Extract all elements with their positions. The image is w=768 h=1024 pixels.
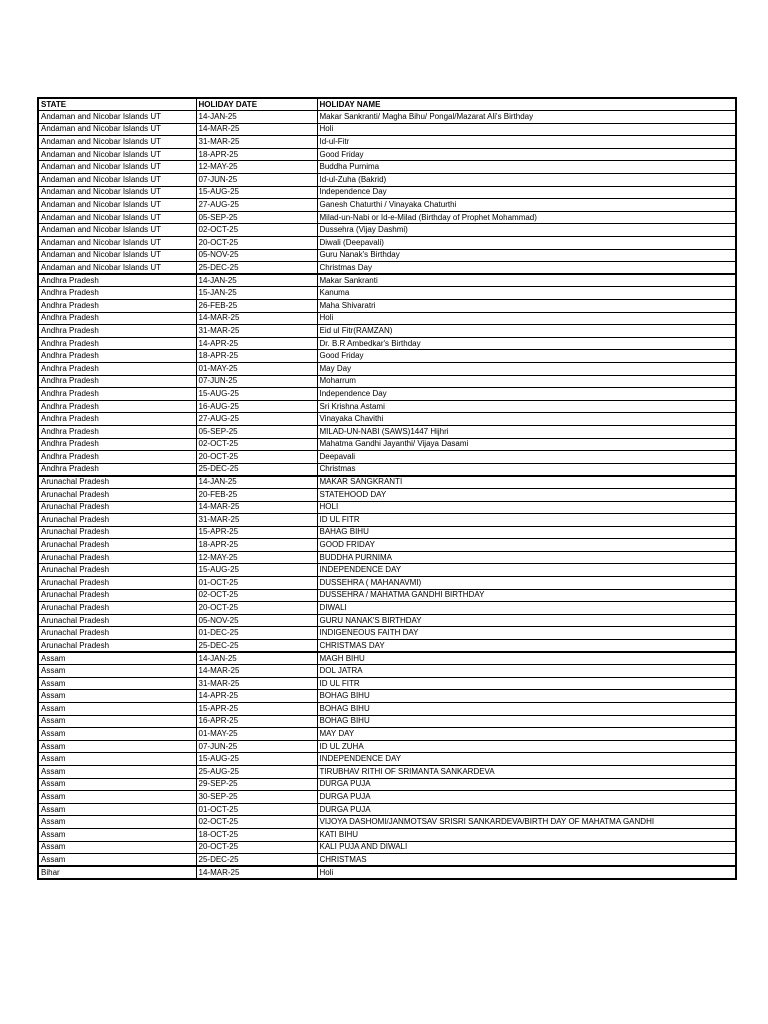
holiday-name-cell: DIWALI bbox=[317, 602, 736, 615]
table-row bbox=[38, 148, 736, 161]
table-row bbox=[38, 262, 736, 275]
holiday-name-cell: Id-ul-Zuha (Bakrid) bbox=[317, 174, 736, 187]
holiday-date-cell: 18-OCT-25 bbox=[196, 828, 317, 841]
table-row bbox=[38, 488, 736, 501]
state-cell: Andhra Pradesh bbox=[38, 400, 196, 413]
holiday-date-cell: 25-DEC-25 bbox=[196, 640, 317, 653]
table-row bbox=[38, 803, 736, 816]
holiday-date-cell: 14-APR-25 bbox=[196, 690, 317, 703]
state-cell: Andaman and Nicobar Islands UT bbox=[38, 224, 196, 237]
state-cell: Arunachal Pradesh bbox=[38, 627, 196, 640]
holiday-date-cell: 14-MAR-25 bbox=[196, 501, 317, 514]
holiday-name-cell: CHRISTMAS bbox=[317, 854, 736, 867]
table-row bbox=[38, 501, 736, 514]
state-cell: Assam bbox=[38, 765, 196, 778]
state-cell: Arunachal Pradesh bbox=[38, 577, 196, 590]
state-cell: Assam bbox=[38, 652, 196, 665]
holiday-name-cell: DUSSEHRA ( MAHANAVMI) bbox=[317, 577, 736, 590]
state-cell: Arunachal Pradesh bbox=[38, 614, 196, 627]
holiday-date-cell: 05-NOV-25 bbox=[196, 614, 317, 627]
state-cell: Assam bbox=[38, 665, 196, 678]
holiday-date-cell: 31-MAR-25 bbox=[196, 325, 317, 338]
holiday-name-cell: Buddha Purnima bbox=[317, 161, 736, 174]
holiday-date-cell: 16-APR-25 bbox=[196, 715, 317, 728]
table-row bbox=[38, 476, 736, 489]
holiday-name-cell: Deepavali bbox=[317, 451, 736, 464]
holiday-name-cell: MILAD-UN-NABI (SAWS)1447 Hijhri bbox=[317, 425, 736, 438]
table-row bbox=[38, 816, 736, 829]
holiday-date-cell: 01-DEC-25 bbox=[196, 627, 317, 640]
holiday-date-cell: 27-AUG-25 bbox=[196, 413, 317, 426]
table-row bbox=[38, 350, 736, 363]
holiday-name-cell: May Day bbox=[317, 362, 736, 375]
table-row bbox=[38, 791, 736, 804]
holiday-date-cell: 25-DEC-25 bbox=[196, 854, 317, 867]
holiday-date-cell: 12-MAY-25 bbox=[196, 551, 317, 564]
table-row bbox=[38, 425, 736, 438]
holiday-name-cell: KALI PUJA AND DIWALI bbox=[317, 841, 736, 854]
table-row bbox=[38, 740, 736, 753]
table-row bbox=[38, 841, 736, 854]
holiday-name-cell: BOHAG BIHU bbox=[317, 690, 736, 703]
holiday-date-cell: 14-MAR-25 bbox=[196, 866, 317, 879]
state-cell: Assam bbox=[38, 816, 196, 829]
table-row bbox=[38, 652, 736, 665]
holiday-name-cell: Makar Sankranti bbox=[317, 274, 736, 287]
holiday-date-cell: 30-SEP-25 bbox=[196, 791, 317, 804]
holiday-date-cell: 15-AUG-25 bbox=[196, 564, 317, 577]
holiday-date-cell: 14-JAN-25 bbox=[196, 274, 317, 287]
column-header-state: STATE bbox=[38, 98, 196, 111]
table-row bbox=[38, 274, 736, 287]
state-cell: Arunachal Pradesh bbox=[38, 539, 196, 552]
table-row bbox=[38, 854, 736, 867]
holiday-name-cell: Diwali (Deepavali) bbox=[317, 237, 736, 250]
holiday-date-cell: 02-OCT-25 bbox=[196, 224, 317, 237]
column-header-holiday-name: HOLIDAY NAME bbox=[317, 98, 736, 111]
table-row bbox=[38, 614, 736, 627]
holiday-date-cell: 14-JAN-25 bbox=[196, 652, 317, 665]
holiday-table bbox=[37, 97, 737, 880]
holiday-date-cell: 15-AUG-25 bbox=[196, 186, 317, 199]
state-cell: Andaman and Nicobar Islands UT bbox=[38, 211, 196, 224]
holiday-name-cell: BOHAG BIHU bbox=[317, 715, 736, 728]
holiday-name-cell: INDIGENEOUS FAITH DAY bbox=[317, 627, 736, 640]
holiday-name-cell: DUSSEHRA / MAHATMA GANDHI BIRTHDAY bbox=[317, 589, 736, 602]
holiday-date-cell: 01-OCT-25 bbox=[196, 577, 317, 590]
state-cell: Assam bbox=[38, 728, 196, 741]
state-cell: Andaman and Nicobar Islands UT bbox=[38, 123, 196, 136]
holiday-date-cell: 31-MAR-25 bbox=[196, 136, 317, 149]
holiday-name-cell: HOLI bbox=[317, 501, 736, 514]
holiday-date-cell: 31-MAR-25 bbox=[196, 514, 317, 527]
holiday-name-cell: STATEHOOD DAY bbox=[317, 488, 736, 501]
table-row bbox=[38, 665, 736, 678]
holiday-name-cell: Dussehra (Vijay Dashmi) bbox=[317, 224, 736, 237]
holiday-name-cell: DURGA PUJA bbox=[317, 778, 736, 791]
table-body bbox=[38, 111, 736, 879]
table-row bbox=[38, 224, 736, 237]
holiday-date-cell: 02-OCT-25 bbox=[196, 816, 317, 829]
state-cell: Andaman and Nicobar Islands UT bbox=[38, 262, 196, 275]
holiday-date-cell: 14-MAR-25 bbox=[196, 312, 317, 325]
holiday-name-cell: Good Friday bbox=[317, 350, 736, 363]
state-cell: Arunachal Pradesh bbox=[38, 564, 196, 577]
holiday-date-cell: 14-JAN-25 bbox=[196, 111, 317, 124]
state-cell: Arunachal Pradesh bbox=[38, 488, 196, 501]
holiday-date-cell: 27-AUG-25 bbox=[196, 199, 317, 212]
state-cell: Andaman and Nicobar Islands UT bbox=[38, 161, 196, 174]
holiday-date-cell: 16-AUG-25 bbox=[196, 400, 317, 413]
holiday-date-cell: 07-JUN-25 bbox=[196, 174, 317, 187]
table-row bbox=[38, 438, 736, 451]
table-row bbox=[38, 778, 736, 791]
holiday-name-cell: Kanuma bbox=[317, 287, 736, 300]
table-row bbox=[38, 174, 736, 187]
state-cell: Assam bbox=[38, 828, 196, 841]
table-row bbox=[38, 400, 736, 413]
holiday-name-cell: Guru Nanak's Birthday bbox=[317, 249, 736, 262]
holiday-name-cell: TIRUBHAV RITHI OF SRIMANTA SANKARDEVA bbox=[317, 765, 736, 778]
holiday-name-cell: Christmas bbox=[317, 463, 736, 476]
holiday-date-cell: 29-SEP-25 bbox=[196, 778, 317, 791]
table-row bbox=[38, 362, 736, 375]
holiday-name-cell: BUDDHA PURNIMA bbox=[317, 551, 736, 564]
state-cell: Assam bbox=[38, 740, 196, 753]
holiday-date-cell: 31-MAR-25 bbox=[196, 677, 317, 690]
table-row bbox=[38, 388, 736, 401]
holiday-name-cell: ID UL ZUHA bbox=[317, 740, 736, 753]
table-row bbox=[38, 199, 736, 212]
state-cell: Andhra Pradesh bbox=[38, 388, 196, 401]
holiday-name-cell: Ganesh Chaturthi / Vinayaka Chaturthi bbox=[317, 199, 736, 212]
state-cell: Andhra Pradesh bbox=[38, 413, 196, 426]
holiday-date-cell: 07-JUN-25 bbox=[196, 375, 317, 388]
holiday-date-cell: 07-JUN-25 bbox=[196, 740, 317, 753]
holiday-name-cell: Holi bbox=[317, 123, 736, 136]
holiday-name-cell: CHRISTMAS DAY bbox=[317, 640, 736, 653]
holiday-date-cell: 15-APR-25 bbox=[196, 703, 317, 716]
state-cell: Arunachal Pradesh bbox=[38, 589, 196, 602]
table-row bbox=[38, 514, 736, 527]
state-cell: Arunachal Pradesh bbox=[38, 602, 196, 615]
holiday-date-cell: 25-AUG-25 bbox=[196, 765, 317, 778]
holiday-date-cell: 20-OCT-25 bbox=[196, 602, 317, 615]
state-cell: Arunachal Pradesh bbox=[38, 640, 196, 653]
state-cell: Assam bbox=[38, 803, 196, 816]
holiday-name-cell: INDEPENDENCE DAY bbox=[317, 564, 736, 577]
state-cell: Andaman and Nicobar Islands UT bbox=[38, 237, 196, 250]
holiday-name-cell: Mahatma Gandhi Jayanthi/ Vijaya Dasami bbox=[317, 438, 736, 451]
table-row bbox=[38, 551, 736, 564]
state-cell: Assam bbox=[38, 854, 196, 867]
holiday-date-cell: 14-MAR-25 bbox=[196, 665, 317, 678]
holiday-name-cell: DURGA PUJA bbox=[317, 803, 736, 816]
state-cell: Assam bbox=[38, 677, 196, 690]
table-row bbox=[38, 602, 736, 615]
holiday-name-cell: Makar Sankranti/ Magha Bihu/ Pongal/Mazarat Ali's Birthday bbox=[317, 111, 736, 124]
holiday-date-cell: 25-DEC-25 bbox=[196, 262, 317, 275]
state-cell: Andhra Pradesh bbox=[38, 274, 196, 287]
holiday-date-cell: 05-SEP-25 bbox=[196, 211, 317, 224]
table-row bbox=[38, 828, 736, 841]
holiday-name-cell: GOOD FRIDAY bbox=[317, 539, 736, 552]
holiday-name-cell: DOL JATRA bbox=[317, 665, 736, 678]
holiday-date-cell: 05-NOV-25 bbox=[196, 249, 317, 262]
holiday-name-cell: VIJOYA DASHOMI/JANMOTSAV SRISRI SANKARDEVA/BIRTH DAY OF MAHATMA GANDHI bbox=[317, 816, 736, 829]
holiday-date-cell: 02-OCT-25 bbox=[196, 589, 317, 602]
state-cell: Andhra Pradesh bbox=[38, 287, 196, 300]
state-cell: Arunachal Pradesh bbox=[38, 551, 196, 564]
table-row bbox=[38, 375, 736, 388]
table-row bbox=[38, 111, 736, 124]
holiday-date-cell: 05-SEP-25 bbox=[196, 425, 317, 438]
state-cell: Andhra Pradesh bbox=[38, 362, 196, 375]
table-row bbox=[38, 703, 736, 716]
holiday-name-cell: GURU NANAK'S BIRTHDAY bbox=[317, 614, 736, 627]
holiday-date-cell: 14-APR-25 bbox=[196, 337, 317, 350]
table-row bbox=[38, 337, 736, 350]
state-cell: Andaman and Nicobar Islands UT bbox=[38, 249, 196, 262]
state-cell: Andhra Pradesh bbox=[38, 463, 196, 476]
holiday-date-cell: 18-APR-25 bbox=[196, 539, 317, 552]
header-row bbox=[38, 98, 736, 111]
holiday-name-cell: Holi bbox=[317, 312, 736, 325]
holiday-name-cell: MAY DAY bbox=[317, 728, 736, 741]
table-row bbox=[38, 287, 736, 300]
holiday-name-cell: Holi bbox=[317, 866, 736, 879]
state-cell: Andaman and Nicobar Islands UT bbox=[38, 186, 196, 199]
table-row bbox=[38, 715, 736, 728]
holiday-date-cell: 20-OCT-25 bbox=[196, 841, 317, 854]
state-cell: Andaman and Nicobar Islands UT bbox=[38, 111, 196, 124]
holiday-date-cell: 15-AUG-25 bbox=[196, 753, 317, 766]
state-cell: Andhra Pradesh bbox=[38, 312, 196, 325]
state-cell: Assam bbox=[38, 715, 196, 728]
table-row bbox=[38, 627, 736, 640]
table-row bbox=[38, 677, 736, 690]
state-cell: Assam bbox=[38, 778, 196, 791]
state-cell: Arunachal Pradesh bbox=[38, 476, 196, 489]
table-row bbox=[38, 325, 736, 338]
holiday-name-cell: Good Friday bbox=[317, 148, 736, 161]
holiday-date-cell: 20-FEB-25 bbox=[196, 488, 317, 501]
state-cell: Andaman and Nicobar Islands UT bbox=[38, 148, 196, 161]
state-cell: Assam bbox=[38, 690, 196, 703]
holiday-date-cell: 15-APR-25 bbox=[196, 526, 317, 539]
holiday-name-cell: Christmas Day bbox=[317, 262, 736, 275]
state-cell: Andhra Pradesh bbox=[38, 438, 196, 451]
state-cell: Andaman and Nicobar Islands UT bbox=[38, 199, 196, 212]
table-row bbox=[38, 753, 736, 766]
holiday-date-cell: 25-DEC-25 bbox=[196, 463, 317, 476]
state-cell: Andaman and Nicobar Islands UT bbox=[38, 136, 196, 149]
holiday-date-cell: 12-MAY-25 bbox=[196, 161, 317, 174]
table-row bbox=[38, 237, 736, 250]
state-cell: Arunachal Pradesh bbox=[38, 526, 196, 539]
holiday-date-cell: 20-OCT-25 bbox=[196, 237, 317, 250]
holiday-date-cell: 18-APR-25 bbox=[196, 350, 317, 363]
state-cell: Assam bbox=[38, 703, 196, 716]
table-row bbox=[38, 136, 736, 149]
table-row bbox=[38, 765, 736, 778]
state-cell: Andhra Pradesh bbox=[38, 300, 196, 313]
holiday-date-cell: 01-OCT-25 bbox=[196, 803, 317, 816]
holiday-name-cell: ID UL FITR bbox=[317, 677, 736, 690]
table-row bbox=[38, 539, 736, 552]
holiday-name-cell: KATI BIHU bbox=[317, 828, 736, 841]
state-cell: Assam bbox=[38, 753, 196, 766]
table-row bbox=[38, 526, 736, 539]
state-cell: Bihar bbox=[38, 866, 196, 879]
holiday-name-cell: MAKAR SANGKRANTI bbox=[317, 476, 736, 489]
column-header-holiday-date: HOLIDAY DATE bbox=[196, 98, 317, 111]
table-row bbox=[38, 211, 736, 224]
holiday-name-cell: Sri Krishna Astami bbox=[317, 400, 736, 413]
state-cell: Andhra Pradesh bbox=[38, 350, 196, 363]
table-row bbox=[38, 463, 736, 476]
table-row bbox=[38, 161, 736, 174]
table-row bbox=[38, 186, 736, 199]
holiday-name-cell: Dr. B.R Ambedkar's Birthday bbox=[317, 337, 736, 350]
holiday-name-cell: BAHAG BIHU bbox=[317, 526, 736, 539]
holiday-date-cell: 01-MAY-25 bbox=[196, 728, 317, 741]
state-cell: Assam bbox=[38, 791, 196, 804]
holiday-date-cell: 15-JAN-25 bbox=[196, 287, 317, 300]
table-row bbox=[38, 690, 736, 703]
table-row bbox=[38, 300, 736, 313]
table-row bbox=[38, 123, 736, 136]
holiday-name-cell: INDEPENDENCE DAY bbox=[317, 753, 736, 766]
holiday-name-cell: Milad-un-Nabi or Id-e-Milad (Birthday of Prophet Mohammad) bbox=[317, 211, 736, 224]
state-cell: Andaman and Nicobar Islands UT bbox=[38, 174, 196, 187]
holiday-name-cell: Vinayaka Chavithi bbox=[317, 413, 736, 426]
state-cell: Assam bbox=[38, 841, 196, 854]
table-row bbox=[38, 312, 736, 325]
holiday-name-cell: BOHAG BIHU bbox=[317, 703, 736, 716]
holiday-date-cell: 15-AUG-25 bbox=[196, 388, 317, 401]
state-cell: Arunachal Pradesh bbox=[38, 514, 196, 527]
table-row bbox=[38, 451, 736, 464]
table-row bbox=[38, 564, 736, 577]
state-cell: Andhra Pradesh bbox=[38, 451, 196, 464]
holiday-name-cell: Moharrum bbox=[317, 375, 736, 388]
holiday-name-cell: Independence Day bbox=[317, 186, 736, 199]
state-cell: Andhra Pradesh bbox=[38, 337, 196, 350]
holiday-date-cell: 26-FEB-25 bbox=[196, 300, 317, 313]
holiday-date-cell: 18-APR-25 bbox=[196, 148, 317, 161]
holiday-name-cell: Maha Shivaratri bbox=[317, 300, 736, 313]
table-row bbox=[38, 589, 736, 602]
holiday-name-cell: DURGA PUJA bbox=[317, 791, 736, 804]
table-row bbox=[38, 413, 736, 426]
holiday-name-cell: Independence Day bbox=[317, 388, 736, 401]
holiday-date-cell: 02-OCT-25 bbox=[196, 438, 317, 451]
state-cell: Andhra Pradesh bbox=[38, 425, 196, 438]
holiday-name-cell: MAGH BIHU bbox=[317, 652, 736, 665]
table-row bbox=[38, 640, 736, 653]
holiday-name-cell: ID UL FITR bbox=[317, 514, 736, 527]
holiday-name-cell: Id-ul-Fitr bbox=[317, 136, 736, 149]
table-row bbox=[38, 577, 736, 590]
state-cell: Andhra Pradesh bbox=[38, 375, 196, 388]
holiday-name-cell: Eid ul Fitr(RAMZAN) bbox=[317, 325, 736, 338]
holiday-date-cell: 14-MAR-25 bbox=[196, 123, 317, 136]
table-row bbox=[38, 728, 736, 741]
state-cell: Andhra Pradesh bbox=[38, 325, 196, 338]
table-row bbox=[38, 249, 736, 262]
holiday-date-cell: 20-OCT-25 bbox=[196, 451, 317, 464]
state-cell: Arunachal Pradesh bbox=[38, 501, 196, 514]
holiday-date-cell: 01-MAY-25 bbox=[196, 362, 317, 375]
table-row bbox=[38, 866, 736, 879]
holiday-date-cell: 14-JAN-25 bbox=[196, 476, 317, 489]
